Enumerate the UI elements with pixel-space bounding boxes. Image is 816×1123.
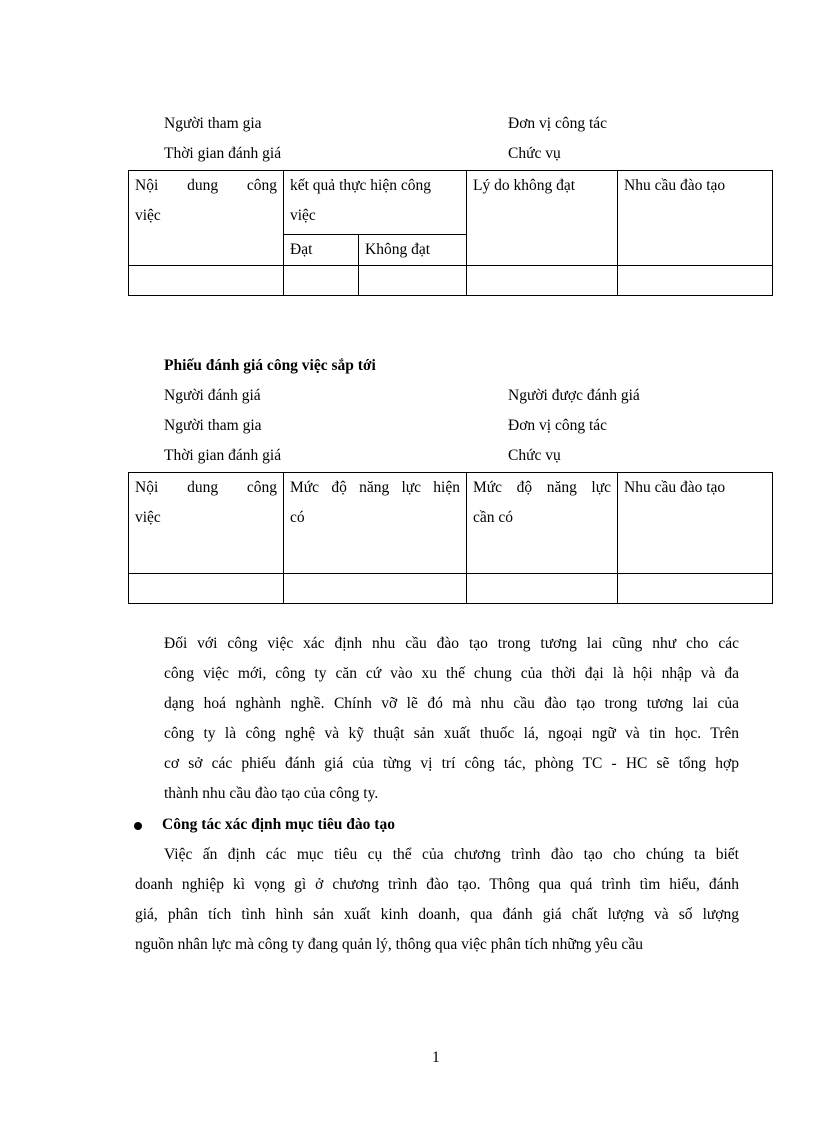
section-heading: Công tác xác định mục tiêu đào tạo bbox=[162, 816, 395, 833]
unit-label: Đơn vị công tác bbox=[508, 417, 608, 434]
table-cell bbox=[618, 574, 773, 604]
paragraph-training-objectives: Việc ấn định các mục tiêu cụ thể của chương trình đào tạo cho chúng ta biết doanh nghiệp kì vọng gì ở chương trình đào tạo. Thông qua quá trình tìm hiểu, đánh giá, phân tích tình hình sản xuất kinh doanh, qua đánh giá chất lượng và số lượng nguồn nhân lực mà công ty đang quản lý, thông qua việc phân tích những yêu cầu bbox=[135, 846, 739, 953]
participant-label: Người tham gia bbox=[164, 417, 262, 434]
evaluation-time-label: Thời gian đánh giá bbox=[164, 447, 282, 464]
header-job-content: Nội dung công việc bbox=[129, 171, 284, 266]
header-pass: Đạt bbox=[284, 235, 359, 266]
table-cell bbox=[467, 266, 618, 296]
evaluation-result-table bbox=[128, 170, 773, 296]
form-title: Phiếu đánh giá công việc sắp tới bbox=[164, 357, 376, 374]
table-cell bbox=[284, 574, 467, 604]
table-cell bbox=[618, 266, 773, 296]
header-training-need: Nhu cầu đào tạo bbox=[618, 171, 773, 266]
header-training-need: Nhu cầu đào tạo bbox=[618, 473, 773, 574]
position-label: Chức vụ bbox=[508, 145, 561, 162]
table-cell bbox=[129, 266, 284, 296]
header-current-competency: Mức độ năng lực hiện có bbox=[284, 473, 467, 574]
unit-label: Đơn vị công tác bbox=[508, 115, 608, 132]
paragraph-training-needs: Đối với công việc xác định nhu cầu đào tạo trong tương lai cũng như cho các công việc mới, công ty căn cứ vào xu thế chung của thời đại là hội nhập và đa dạng hoá nghành nghề. Chính vỡ lẽ đó mà nhu cầu đào tạo trong tương lai của công ty là công nghệ và kỹ thuật sản xuất thuốc lá, ngoại ngữ và tin học. Trên cơ sở các phiếu đánh giá của từng vị trí công tác, phòng TC - HC sẽ tổng hợp thành nhu cầu đào tạo của công ty. bbox=[164, 635, 739, 802]
participant-label: Người tham gia bbox=[164, 115, 262, 132]
header-fail: Không đạt bbox=[359, 235, 467, 266]
header-result: kết quả thực hiện công việc bbox=[284, 171, 467, 235]
competency-table bbox=[128, 472, 773, 604]
table-cell bbox=[467, 574, 618, 604]
header-required-competency: Mức độ năng lực cần có bbox=[467, 473, 618, 574]
evaluation-time-label: Thời gian đánh giá bbox=[164, 145, 282, 162]
table-cell bbox=[284, 266, 359, 296]
table-cell bbox=[359, 266, 467, 296]
table-cell bbox=[129, 574, 284, 604]
evaluator-label: Người đánh giá bbox=[164, 387, 261, 404]
bullet-icon bbox=[134, 822, 142, 830]
position-label: Chức vụ bbox=[508, 447, 561, 464]
evaluated-person-label: Người được đánh giá bbox=[508, 387, 640, 404]
page-number: 1 bbox=[432, 1049, 440, 1066]
header-job-content: Nội dung công việc bbox=[129, 473, 284, 574]
header-fail-reason: Lý do không đạt bbox=[467, 171, 618, 266]
